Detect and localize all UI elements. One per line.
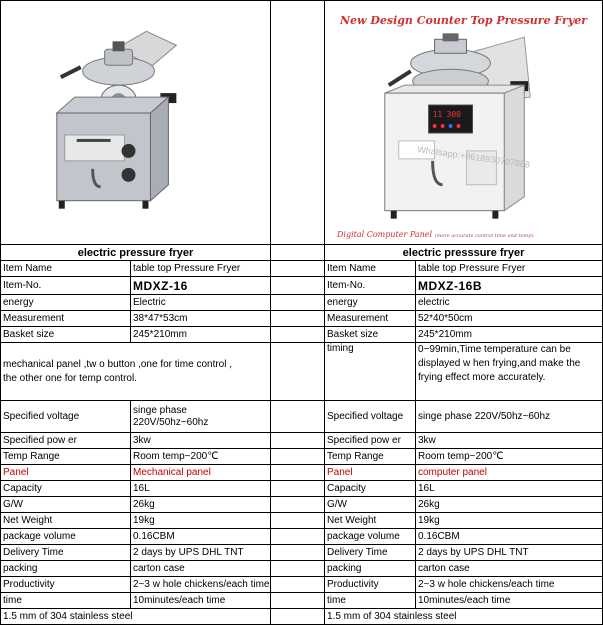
left-row-value: 16L xyxy=(131,481,271,497)
spec-row xyxy=(1,433,603,449)
spec-row xyxy=(1,561,603,577)
gap-cell xyxy=(271,609,325,625)
left-row-value: 2~3 w hole chickens/each time xyxy=(131,577,271,593)
left-row-label: Delivery Time xyxy=(1,545,131,561)
right-label-voltage: Specified voltage xyxy=(325,401,416,433)
gap-cell xyxy=(271,433,325,449)
left-row-value: 0.16CBM xyxy=(131,529,271,545)
left-heading: electric pressure fryer xyxy=(1,245,271,261)
left-value-item-no: MDXZ-16 xyxy=(131,277,271,295)
left-row-value: carton case xyxy=(131,561,271,577)
left-row-label: Productivity xyxy=(1,577,131,593)
right-row-value: 16L xyxy=(416,481,603,497)
right-label-item-name: Item Name xyxy=(325,261,416,277)
right-row-label: Delivery Time xyxy=(325,545,416,561)
gap-cell xyxy=(271,449,325,465)
gap-cell xyxy=(271,561,325,577)
right-row-label: Temp Range xyxy=(325,449,416,465)
right-row-value: 10minutes/each time xyxy=(416,593,603,609)
left-row-label: Specified pow er xyxy=(1,433,131,449)
gap-cell xyxy=(271,327,325,343)
spec-row xyxy=(1,529,603,545)
right-value-item-name: table top Pressure Fryer xyxy=(416,261,603,277)
left-row-label: Net Weight xyxy=(1,513,131,529)
fryer-digital-image xyxy=(325,1,603,245)
display-readout-a: 300 xyxy=(446,110,461,120)
right-row-value: 2 days by UPS DHL TNT xyxy=(416,545,603,561)
left-row-label: packing xyxy=(1,561,131,577)
gap-cell xyxy=(271,513,325,529)
left-row-value: 3kw xyxy=(131,433,271,449)
right-row-label: G/W xyxy=(325,497,416,513)
left-value-basket-size: 245*210mm xyxy=(131,327,271,343)
digital-fryer-icon xyxy=(325,1,602,244)
right-label-measurement: Measurement xyxy=(325,311,416,327)
left-value-voltage: singe phase 220V/50hz~60hz xyxy=(131,401,271,433)
right-row-label: packing xyxy=(325,561,416,577)
gap-cell xyxy=(271,295,325,311)
right-row-value: computer panel xyxy=(416,465,603,481)
left-value-energy: Electric xyxy=(131,295,271,311)
gap-cell xyxy=(271,545,325,561)
right-row-value: 0.16CBM xyxy=(416,529,603,545)
left-row-value: 10minutes/each time xyxy=(131,593,271,609)
gap-cell xyxy=(271,245,325,261)
left-label-measurement: Measurement xyxy=(1,311,131,327)
right-row-label: Productivity xyxy=(325,577,416,593)
right-footer: 1.5 mm of 304 stainless steel xyxy=(325,609,603,625)
spec-row xyxy=(1,497,603,513)
gap-cell xyxy=(271,577,325,593)
spec-rows xyxy=(1,433,603,609)
left-row-label: time xyxy=(1,593,131,609)
watermark: Whatsapp:+8618930707888 xyxy=(416,144,531,170)
left-row-label: Panel xyxy=(1,465,131,481)
gap-cell xyxy=(271,481,325,497)
left-label-item-no: Item-No. xyxy=(1,277,131,295)
left-row-label: Capacity xyxy=(1,481,131,497)
right-label-timing: timing xyxy=(325,343,416,401)
right-row-label: package volume xyxy=(325,529,416,545)
left-row-value: 26kg xyxy=(131,497,271,513)
spec-row xyxy=(1,449,603,465)
right-row-value: 2~3 w hole chickens/each time xyxy=(416,577,603,593)
left-label-energy: energy xyxy=(1,295,131,311)
image-gap xyxy=(271,1,325,245)
gap-cell xyxy=(271,343,325,401)
left-row-label: Temp Range xyxy=(1,449,131,465)
right-label-item-no: Item-No. xyxy=(325,277,416,295)
right-value-energy: electric xyxy=(416,295,603,311)
left-footer: 1.5 mm of 304 stainless steel xyxy=(1,609,271,625)
left-label-item-name: Item Name xyxy=(1,261,131,277)
left-label-voltage: Specified voltage xyxy=(1,401,131,433)
left-label-basket-size: Basket size xyxy=(1,327,131,343)
right-value-item-no: MDXZ-16B xyxy=(416,277,603,295)
left-row-value: Mechanical panel xyxy=(131,465,271,481)
right-value-measurement: 52*40*50cm xyxy=(416,311,603,327)
gap-cell xyxy=(271,497,325,513)
right-row-label: Net Weight xyxy=(325,513,416,529)
right-row-value: carton case xyxy=(416,561,603,577)
left-row-label: G/W xyxy=(1,497,131,513)
spec-row xyxy=(1,513,603,529)
right-heading: electric presssure fryer xyxy=(325,245,603,261)
right-row-label: time xyxy=(325,593,416,609)
right-row-value: 19kg xyxy=(416,513,603,529)
gap-cell xyxy=(271,529,325,545)
right-row-label: Panel xyxy=(325,465,416,481)
display-readout-b: 11 xyxy=(432,110,443,120)
left-row-value: 19kg xyxy=(131,513,271,529)
right-row-label: Specified pow er xyxy=(325,433,416,449)
right-label-basket-size: Basket size xyxy=(325,327,416,343)
right-value-basket-size: 245*210mm xyxy=(416,327,603,343)
gap-cell xyxy=(271,465,325,481)
gap-cell xyxy=(271,311,325,327)
left-row-value: Room temp~200℃ xyxy=(131,449,271,465)
spec-row xyxy=(1,593,603,609)
mechanical-fryer-icon xyxy=(1,1,270,244)
spec-row xyxy=(1,577,603,593)
right-row-label: Capacity xyxy=(325,481,416,497)
ad-caption: Digital Computer Panel (more accurate control time and temp) xyxy=(337,230,534,239)
fryer-mechanical-image xyxy=(1,1,271,245)
left-row-value: 2 days by UPS DHL TNT xyxy=(131,545,271,561)
spec-row xyxy=(1,545,603,561)
right-label-energy: energy xyxy=(325,295,416,311)
spec-row xyxy=(1,465,603,481)
left-panel-note: mechanical panel ,tw o button ,one for time control , the other one for temp control. xyxy=(1,343,271,401)
gap-cell xyxy=(271,593,325,609)
right-row-value: Room temp~200℃ xyxy=(416,449,603,465)
left-value-measurement: 38*47*53cm xyxy=(131,311,271,327)
left-value-item-name: table top Pressure Fryer xyxy=(131,261,271,277)
right-row-value: 26kg xyxy=(416,497,603,513)
spec-row xyxy=(1,481,603,497)
gap-cell xyxy=(271,401,325,433)
gap-cell xyxy=(271,277,325,295)
gap-cell xyxy=(271,261,325,277)
ad-title: New Design Counter Top Pressure Fryer xyxy=(339,14,588,27)
right-row-value: 3kw xyxy=(416,433,603,449)
left-row-label: package volume xyxy=(1,529,131,545)
right-value-voltage: singe phase 220V/50hz~60hz xyxy=(416,401,603,433)
right-value-timing: 0~99min,Time temperature can be displayed w hen frying,and make the frying effect more accurately. xyxy=(416,343,603,401)
